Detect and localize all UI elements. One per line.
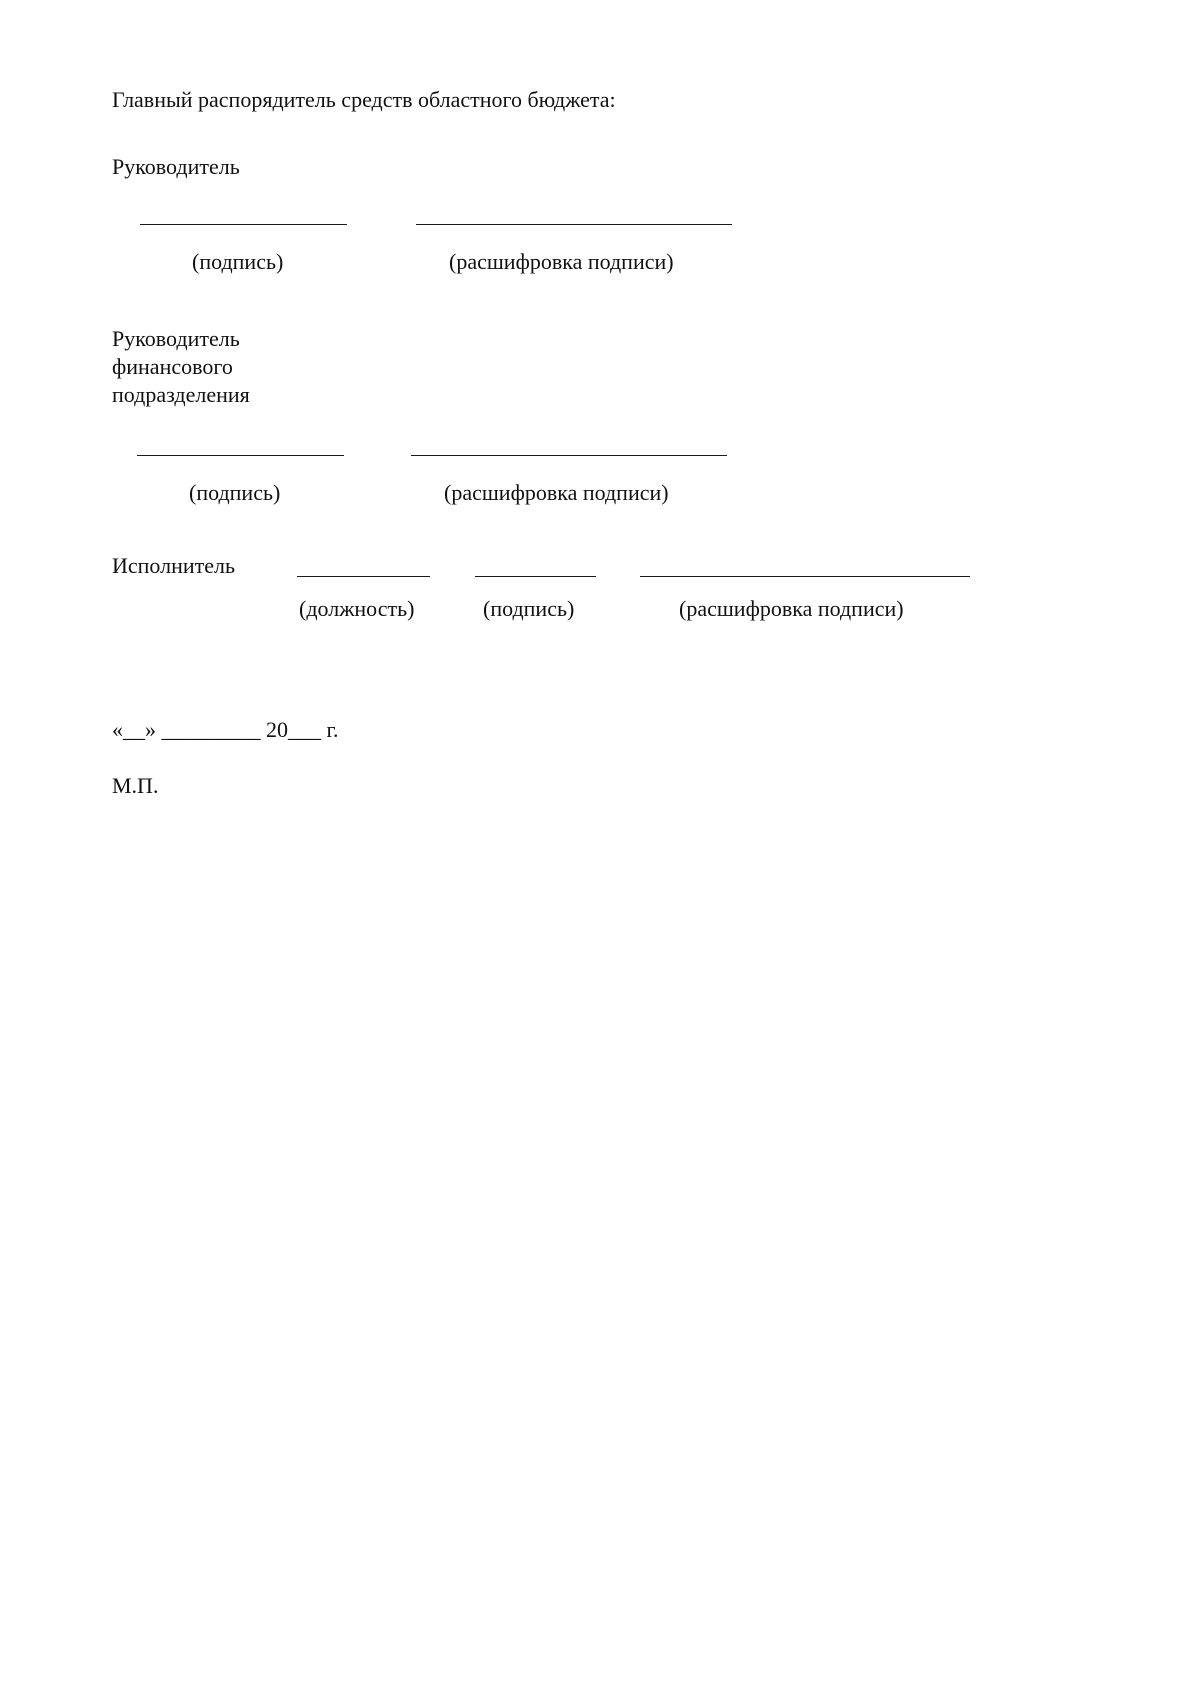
exec-signature-caption: (подпись) xyxy=(483,596,575,621)
exec-decode-line xyxy=(640,576,970,577)
fin-signature-line xyxy=(137,455,344,456)
head-signature-caption: (подпись) xyxy=(192,249,284,274)
date-line: «__» _________ 20___ г. xyxy=(112,717,339,742)
stamp-label: М.П. xyxy=(112,773,159,798)
fin-role-label-line2: финансового xyxy=(112,354,233,379)
exec-role-label: Исполнитель xyxy=(112,553,236,578)
head-signature-line xyxy=(140,224,347,225)
exec-position-line xyxy=(297,576,430,577)
fin-role-label-line3: подразделения xyxy=(112,382,250,407)
fin-signature-caption: (подпись) xyxy=(189,480,281,505)
fin-decode-caption: (расшифровка подписи) xyxy=(444,480,669,505)
document-header-title: Главный распорядитель средств областного бюджета: xyxy=(112,87,616,112)
fin-decode-line xyxy=(411,455,727,456)
fin-role-label-line1: Руководитель xyxy=(112,326,240,351)
exec-decode-caption: (расшифровка подписи) xyxy=(679,596,904,621)
exec-signature-line xyxy=(475,576,596,577)
head-decode-caption: (расшифровка подписи) xyxy=(449,249,674,274)
head-role-label: Руководитель xyxy=(112,154,240,179)
exec-position-caption: (должность) xyxy=(299,596,415,621)
head-decode-line xyxy=(416,224,732,225)
